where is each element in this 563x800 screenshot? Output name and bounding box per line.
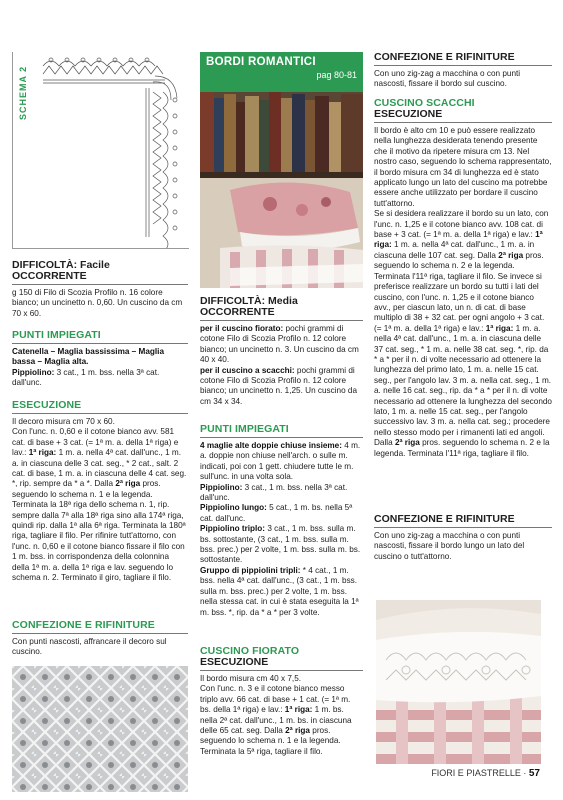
lace-detail-photo bbox=[12, 666, 188, 792]
esecuzione-heading: ESECUZIONE bbox=[200, 656, 269, 668]
section-punti-2 bbox=[200, 424, 363, 618]
stitch-pippiolino-lungo bbox=[200, 503, 363, 524]
confezione-heading: CONFEZIONE E RIFINITURE bbox=[374, 513, 515, 525]
punti-heading: PUNTI IMPIEGATI bbox=[200, 423, 289, 435]
banner-pages: pag 80-81 bbox=[316, 70, 357, 80]
pippiolino-desc: 3 cat., 1 m. bss. nella 3ª cat. dall'unc. bbox=[12, 367, 160, 388]
riga-label: 2ª riga bbox=[498, 250, 524, 260]
confezione-heading: CONFEZIONE E RIFINITURE bbox=[374, 51, 515, 63]
article-banner bbox=[200, 52, 363, 92]
riga-label: 2ª riga bbox=[115, 479, 141, 489]
cushions-illustration bbox=[200, 92, 363, 288]
scacchi-text: pochi grammi di cotone Filo di Scozia Profilo n. 12 colore bianco; un uncinetto n. 1,25. Un cuscino da cm 34 x 34. bbox=[200, 365, 358, 406]
divider bbox=[12, 413, 188, 414]
esec-part: pros. seguendo lo schema n. 1 e la legenda. Terminata la 18ª riga dello schema n. 1, rip. sempre dalla 7ª alla 18ª riga sino alla 174ª riga, quindi rip. dalla 1ª alla 6ª riga. Terminata la 180ª riga, tagliare il filo. Per rifinire tutt'attorno, con l'unc. n. 0,60 e il cotone bianco fissare il filo con 1 m. bss. in corrispondenza della colonnina della 1ª m. a. della 1ª riga e lav. seguendo lo schema n. 2. Terminato il giro, tagliare il filo. bbox=[12, 479, 186, 583]
fiorato-label: per il cuscino fiorato: bbox=[200, 324, 284, 333]
esecuzione-intro: Il bordo è alto cm 10 e può essere realizzato nella lunghezza desiderata tenendo presente che il motivo da ripetere misura cm 13. Nel nostro caso, seguendo lo schema rappresentato, il bordo misura cm 34 di lunghezza ed è stato applicato lungo un lato del cuscino ma potrebbe essere anche utilizzato per bordare il cuscino tutt'attorno. bbox=[374, 126, 552, 208]
section-difficulty-2 bbox=[200, 296, 363, 407]
striped-cushion-photo bbox=[376, 600, 541, 764]
schema-label: SCHEMA 2 bbox=[18, 65, 28, 120]
scacchi-label: per il cuscino a scacchi: bbox=[200, 365, 295, 375]
esec-part: pros. seguendo lo schema n. 1 e la legenda. Terminata la 5ª riga, tagliare il filo. bbox=[200, 726, 341, 756]
esecuzione-size: Il bordo misura cm 40 x 7,5. bbox=[200, 674, 302, 683]
riga-label: 1ª riga: bbox=[374, 230, 543, 250]
page-number: 57 bbox=[528, 768, 540, 779]
riga-label: 1ª riga: bbox=[284, 705, 313, 715]
occorrente-heading: OCCORRENTE bbox=[12, 270, 87, 282]
divider bbox=[200, 670, 363, 671]
magazine-name: FIORI E PIASTRELLE bbox=[431, 768, 521, 778]
difficulty-heading: DIFFICOLTÀ: Facile bbox=[12, 259, 110, 271]
divider bbox=[200, 437, 363, 438]
esec-part: 1 m. a. nella 4ª cat. dall'unc., 1 m. a. in ciascuna delle 3 cat. seg., * 2 cat., salt. 2 cat. di base, 1 m. a. in ciascuna delle 4 cat. seg. *, rip. sempre da * a *. Dalla bbox=[12, 448, 187, 489]
punti-bold: Catenella – Maglia bassissima – Maglia bassa – Maglia alta. bbox=[12, 347, 164, 367]
occorrente-scacchi bbox=[200, 366, 363, 408]
confezione-text: Con uno zig-zag a macchina o con punti nascosti, fissare il bordo lungo un lato del cuscino o tutt'attorno. bbox=[374, 531, 525, 561]
cushions-photo bbox=[200, 92, 363, 288]
stitch-desc: 4 m. a. doppie non chiuse nell'arch. o sulle m. indicati, poi con 1 gett. chiudere tutte le m. sull'unc. in una volta sola. bbox=[200, 441, 361, 482]
confezione-heading: CONFEZIONE E RIFINITURE bbox=[12, 619, 155, 631]
esec-part: Con l'unc. n. 0,60 e il cotone bianco avv. 581 cat. di base + 3 cat. (= 1ª m. a. della 1ª riga) e lav.: bbox=[12, 427, 179, 458]
stitch-label: Pippiolino: bbox=[200, 482, 243, 492]
divider bbox=[200, 320, 363, 321]
occorrente-fiorato bbox=[200, 324, 363, 366]
footer-separator: · bbox=[523, 768, 527, 778]
section-difficulty-1 bbox=[12, 260, 188, 319]
divider bbox=[12, 284, 188, 285]
divider bbox=[12, 343, 188, 344]
banner-title: BORDI ROMANTICI bbox=[206, 56, 316, 68]
occorrente-text: g 150 di Filo di Scozia Profilo n. 16 colore bianco; un uncinetto n. 0,60. Un cuscino da cm 70 x 60. bbox=[12, 288, 183, 318]
stitch-label: Pippiolino triplo: bbox=[200, 524, 266, 534]
scacchi-heading: CUSCINO SCACCHI bbox=[374, 97, 475, 109]
esec-part: pros. seguendo lo schema n. 2 e la legenda. Terminata l'11ª riga, tagliare il filo. Se invece si preferisce realizzare un bordo su tutti i lati del cuscino, con l'unc. n. 1,25 e il cotone bianco avv., per ciascun lato, un n. di cat. di base multiplo di 38 + 32 cat. per ogni angolo + 3 cat. (= 1ª m. a. della 1ª riga) e lav.: bbox=[374, 250, 545, 333]
riga-label: 1ª riga: bbox=[485, 323, 514, 333]
riga-label: 2ª riga bbox=[285, 726, 310, 736]
esecuzione-size: Il decoro misura cm 70 x 60. bbox=[12, 417, 115, 426]
esecuzione-heading: ESECUZIONE bbox=[12, 399, 82, 411]
section-confezione-scacchi bbox=[374, 514, 552, 562]
stitch-pippiolino bbox=[200, 483, 363, 504]
stitch-maglie bbox=[200, 441, 363, 483]
esec-part: 1 m. a. nella 4ª cat. dall'unc., 1 m. a. in ciascuna delle 37 cat. seg., * 1 m. a. nelle 38 cat. seg. *, rip. da * a * per il n. di volte necessario ad ottenere la lunghezza del primo lato, 1 m. a. nelle 15 cat. seg., per l'angolo lav. 3 m. a. nella cat. seg., 1 m. a. nelle 16 cat. seg., rip. da * a * per il n. di volte necessario ad ottenere la lunghezza del secondo lato, 1 m. a. nelle 15 cat. seg., per l'angolo successivo lav. 3 m. a. nella cat. seg.; procedere nello stesso modo per i rimanenti lati ed angoli. Dalla bbox=[374, 323, 552, 448]
esec-part: pros. seguendo lo schema n. 2 e la legenda. Terminata l'11ª riga, tagliare il filo. bbox=[374, 438, 550, 458]
riga-label: 1ª riga: bbox=[28, 448, 57, 458]
section-esecuzione-1 bbox=[12, 400, 188, 584]
lace-pattern-icon bbox=[12, 666, 188, 792]
occorrente-heading: OCCORRENTE bbox=[200, 306, 275, 318]
esecuzione-text bbox=[374, 209, 552, 459]
section-fiorato bbox=[200, 646, 363, 757]
fiorato-text: pochi grammi di cotone Filo di Scozia Profilo n. 12 colore bianco; un uncinetto n. 3. Un cuscino da cm 40 x 40. bbox=[200, 324, 359, 365]
section-confezione-1 bbox=[12, 620, 188, 658]
esec-part: 1 m. bs. nella 2ª cat. dall'unc., 1 m. bs. in ciascuna delle 65 cat. seg. Dalla bbox=[200, 705, 352, 736]
riga-label: 2ª riga bbox=[394, 438, 420, 448]
divider bbox=[12, 633, 188, 634]
esec-part: Se si desidera realizzare il bordo su un lato, con l'unc. n. 1,25 e il cotone bianco avv. 108 cat. di base + 3 cat. (= 1ª m. a. della 1ª riga) e lav.: bbox=[374, 209, 549, 240]
punti-heading: PUNTI IMPIEGATI bbox=[12, 329, 101, 341]
crochet-chart-icon bbox=[13, 52, 189, 248]
section-scacchi bbox=[374, 98, 552, 459]
divider bbox=[374, 527, 552, 528]
stitch-gruppo bbox=[200, 566, 363, 618]
esecuzione-heading: ESECUZIONE bbox=[374, 108, 443, 120]
stitch-desc: 3 cat., 1 m. bss. sulla m. bs. sottostante, (3 cat., 1 m. bss. sulla m. bss. prec.) per 2 volte, 1 m. bss. sulla m. bs. sottostante. bbox=[200, 524, 361, 565]
stitch-pippiolino-triplo bbox=[200, 524, 363, 566]
pippiolino-text bbox=[12, 368, 188, 389]
section-confezione-fiorato bbox=[374, 52, 552, 90]
confezione-text: Con uno zig-zag a macchina o con punti nascosti, fissare il bordo sul cuscino. bbox=[374, 69, 521, 89]
stitch-label: Gruppo di pippiolini tripli: bbox=[200, 565, 301, 575]
stitch-desc: * 4 cat., 1 m. bss. nella 4ª cat. dall'unc., (3 cat., 1 m. bss. sulla m. bss. prec.) per 2 volte, 1 m. bss. nella stessa cat. in cui è stata eseguita la 1ª m. bss. *, rip. da * a * per 3 volte. bbox=[200, 565, 359, 617]
stitch-desc: 3 cat., 1 m. bss. nella 3ª cat. dall'unc. bbox=[200, 482, 348, 503]
difficulty-heading: DIFFICOLTÀ: Media bbox=[200, 295, 298, 307]
striped-cushion-illustration bbox=[376, 600, 541, 764]
stitch-desc: 5 cat., 1 m. bs. nella 5ª cat. dall'unc. bbox=[200, 503, 353, 523]
esec-part: 1 m. a. nella 4ª cat. dall'unc., 1 m. a. in ciascuna delle 107 cat. seg. Dalla bbox=[374, 240, 535, 260]
divider bbox=[374, 122, 552, 123]
confezione-text: Con punti nascosti, affrancare il decoro sul cuscino. bbox=[12, 637, 167, 657]
pippiolino-label: Pippiolino: bbox=[12, 367, 55, 377]
section-punti-1 bbox=[12, 330, 188, 389]
esecuzione-text bbox=[200, 684, 363, 757]
stitch-label: 4 maglie alte doppie chiuse insieme: bbox=[200, 441, 342, 450]
schema-2-diagram bbox=[12, 52, 189, 249]
divider bbox=[374, 65, 552, 66]
esec-part: Con l'unc. n. 3 e il cotone bianco messo triplo avv. 66 cat. di base + 1 cat. (= 1ª m. bs. della 1ª riga) e lav.: bbox=[200, 684, 351, 715]
stitch-label: Pippiolino lungo: bbox=[200, 503, 267, 513]
page-footer bbox=[420, 768, 540, 782]
esecuzione-text bbox=[12, 427, 188, 583]
fiorato-heading: CUSCINO FIORATO bbox=[200, 645, 300, 657]
punti-list bbox=[12, 347, 188, 368]
